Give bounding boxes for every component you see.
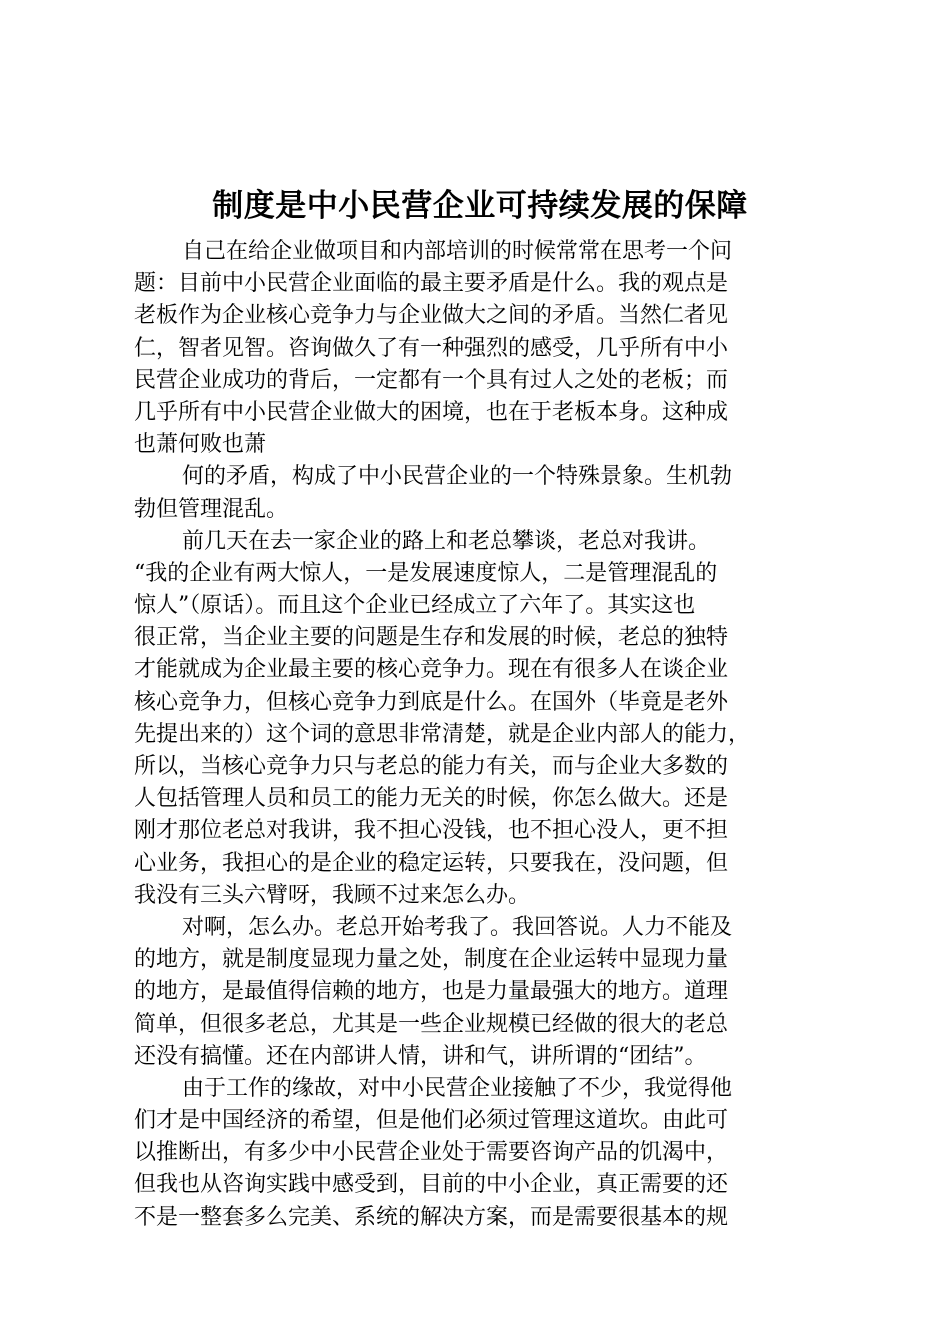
text-line: 勃但管理混乱。 (134, 496, 289, 522)
document-body (134, 236, 834, 1234)
text-line: 以推断出，有多少中小民营企业处于需要咨询产品的饥渴中， (134, 1140, 729, 1166)
text-line: 的地方，就是制度显现力量之处，制度在企业运转中显现力量 (134, 947, 729, 973)
text-line: 还没有搞懂。还在内部讲人情，讲和气，讲所谓的“团结”。 (134, 1043, 707, 1069)
text-line: 简单，但很多老总，尤其是一些企业规模已经做的很大的老总 (134, 1011, 729, 1037)
text-line: 老板作为企业核心竞争力与企业做大之间的矛盾。当然仁者见 (134, 303, 729, 329)
text-line: 由于工作的缘故，对中小民营企业接触了不少，我觉得他 (182, 1075, 733, 1101)
text-line: 对啊，怎么办。老总开始考我了。我回答说。人力不能及 (182, 914, 733, 940)
text-line: 不是一整套多么完美、系统的解决方案，而是需要很基本的规 (134, 1204, 729, 1230)
text-line: 也萧何败也萧 (134, 432, 267, 458)
text-line: 的地方，是最值得信赖的地方，也是力量最强大的地方。道理 (134, 979, 729, 1005)
text-line: 仁，智者见智。咨询做久了有一种强烈的感受，几乎所有中小 (134, 335, 729, 361)
text-line: 几乎所有中小民营企业做大的困境，也在于老板本身。这种成 (134, 399, 729, 425)
text-line: 题：目前中小民营企业面临的最主要矛盾是什么。我的观点是 (134, 271, 729, 297)
text-line: 惊人”（原话）。而且这个企业已经成立了六年了。其实这也 (134, 593, 696, 619)
text-line: 所以，当核心竞争力只与老总的能力有关，而与企业大多数的 (134, 754, 729, 779)
text-line: 先提出来的）这个词的意思非常清楚，就是企业内部人的能力， (134, 721, 751, 747)
document-title: 制度是中小民营企业可持续发展的保障 (212, 188, 748, 224)
text-line: 刚才那位老总对我讲，我不担心没钱，也不担心没人，更不担 (134, 818, 729, 844)
text-line: 前几天在去一家企业的路上和老总攀谈，老总对我讲。 (182, 528, 711, 554)
text-line: 很正常，当企业主要的问题是生存和发展的时候，老总的独特 (134, 625, 729, 651)
text-line: 核心竞争力，但核心竞争力到底是什么。在国外（毕竟是老外 (134, 689, 729, 715)
text-line: 民营企业成功的背后，一定都有一个具有过人之处的老板；而 (134, 367, 729, 393)
text-line: 们才是中国经济的希望，但是他们必须过管理这道坎。由此可 (134, 1108, 729, 1134)
text-line: 才能就成为企业最主要的核心竞争力。现在有很多人在谈企业 (134, 657, 729, 683)
text-line: 但我也从咨询实践中感受到，目前的中小企业，真正需要的还 (134, 1172, 729, 1198)
text-line: “我的企业有两大惊人，一是发展速度惊人，二是管理混乱的 (134, 560, 718, 586)
text-line: 我没有三头六臂呀，我顾不过来怎么办。 (134, 882, 531, 908)
text-line: 人包括管理人员和员工的能力无关的时候，你怎么做大。还是 (134, 786, 729, 812)
text-line: 自己在给企业做项目和内部培训的时候常常在思考一个问 (182, 239, 733, 264)
text-line: 何的矛盾，构成了中小民营企业的一个特殊景象。生机勃 (182, 464, 733, 490)
text-line: 心业务，我担心的是企业的稳定运转，只要我在，没问题，但 (134, 850, 729, 876)
